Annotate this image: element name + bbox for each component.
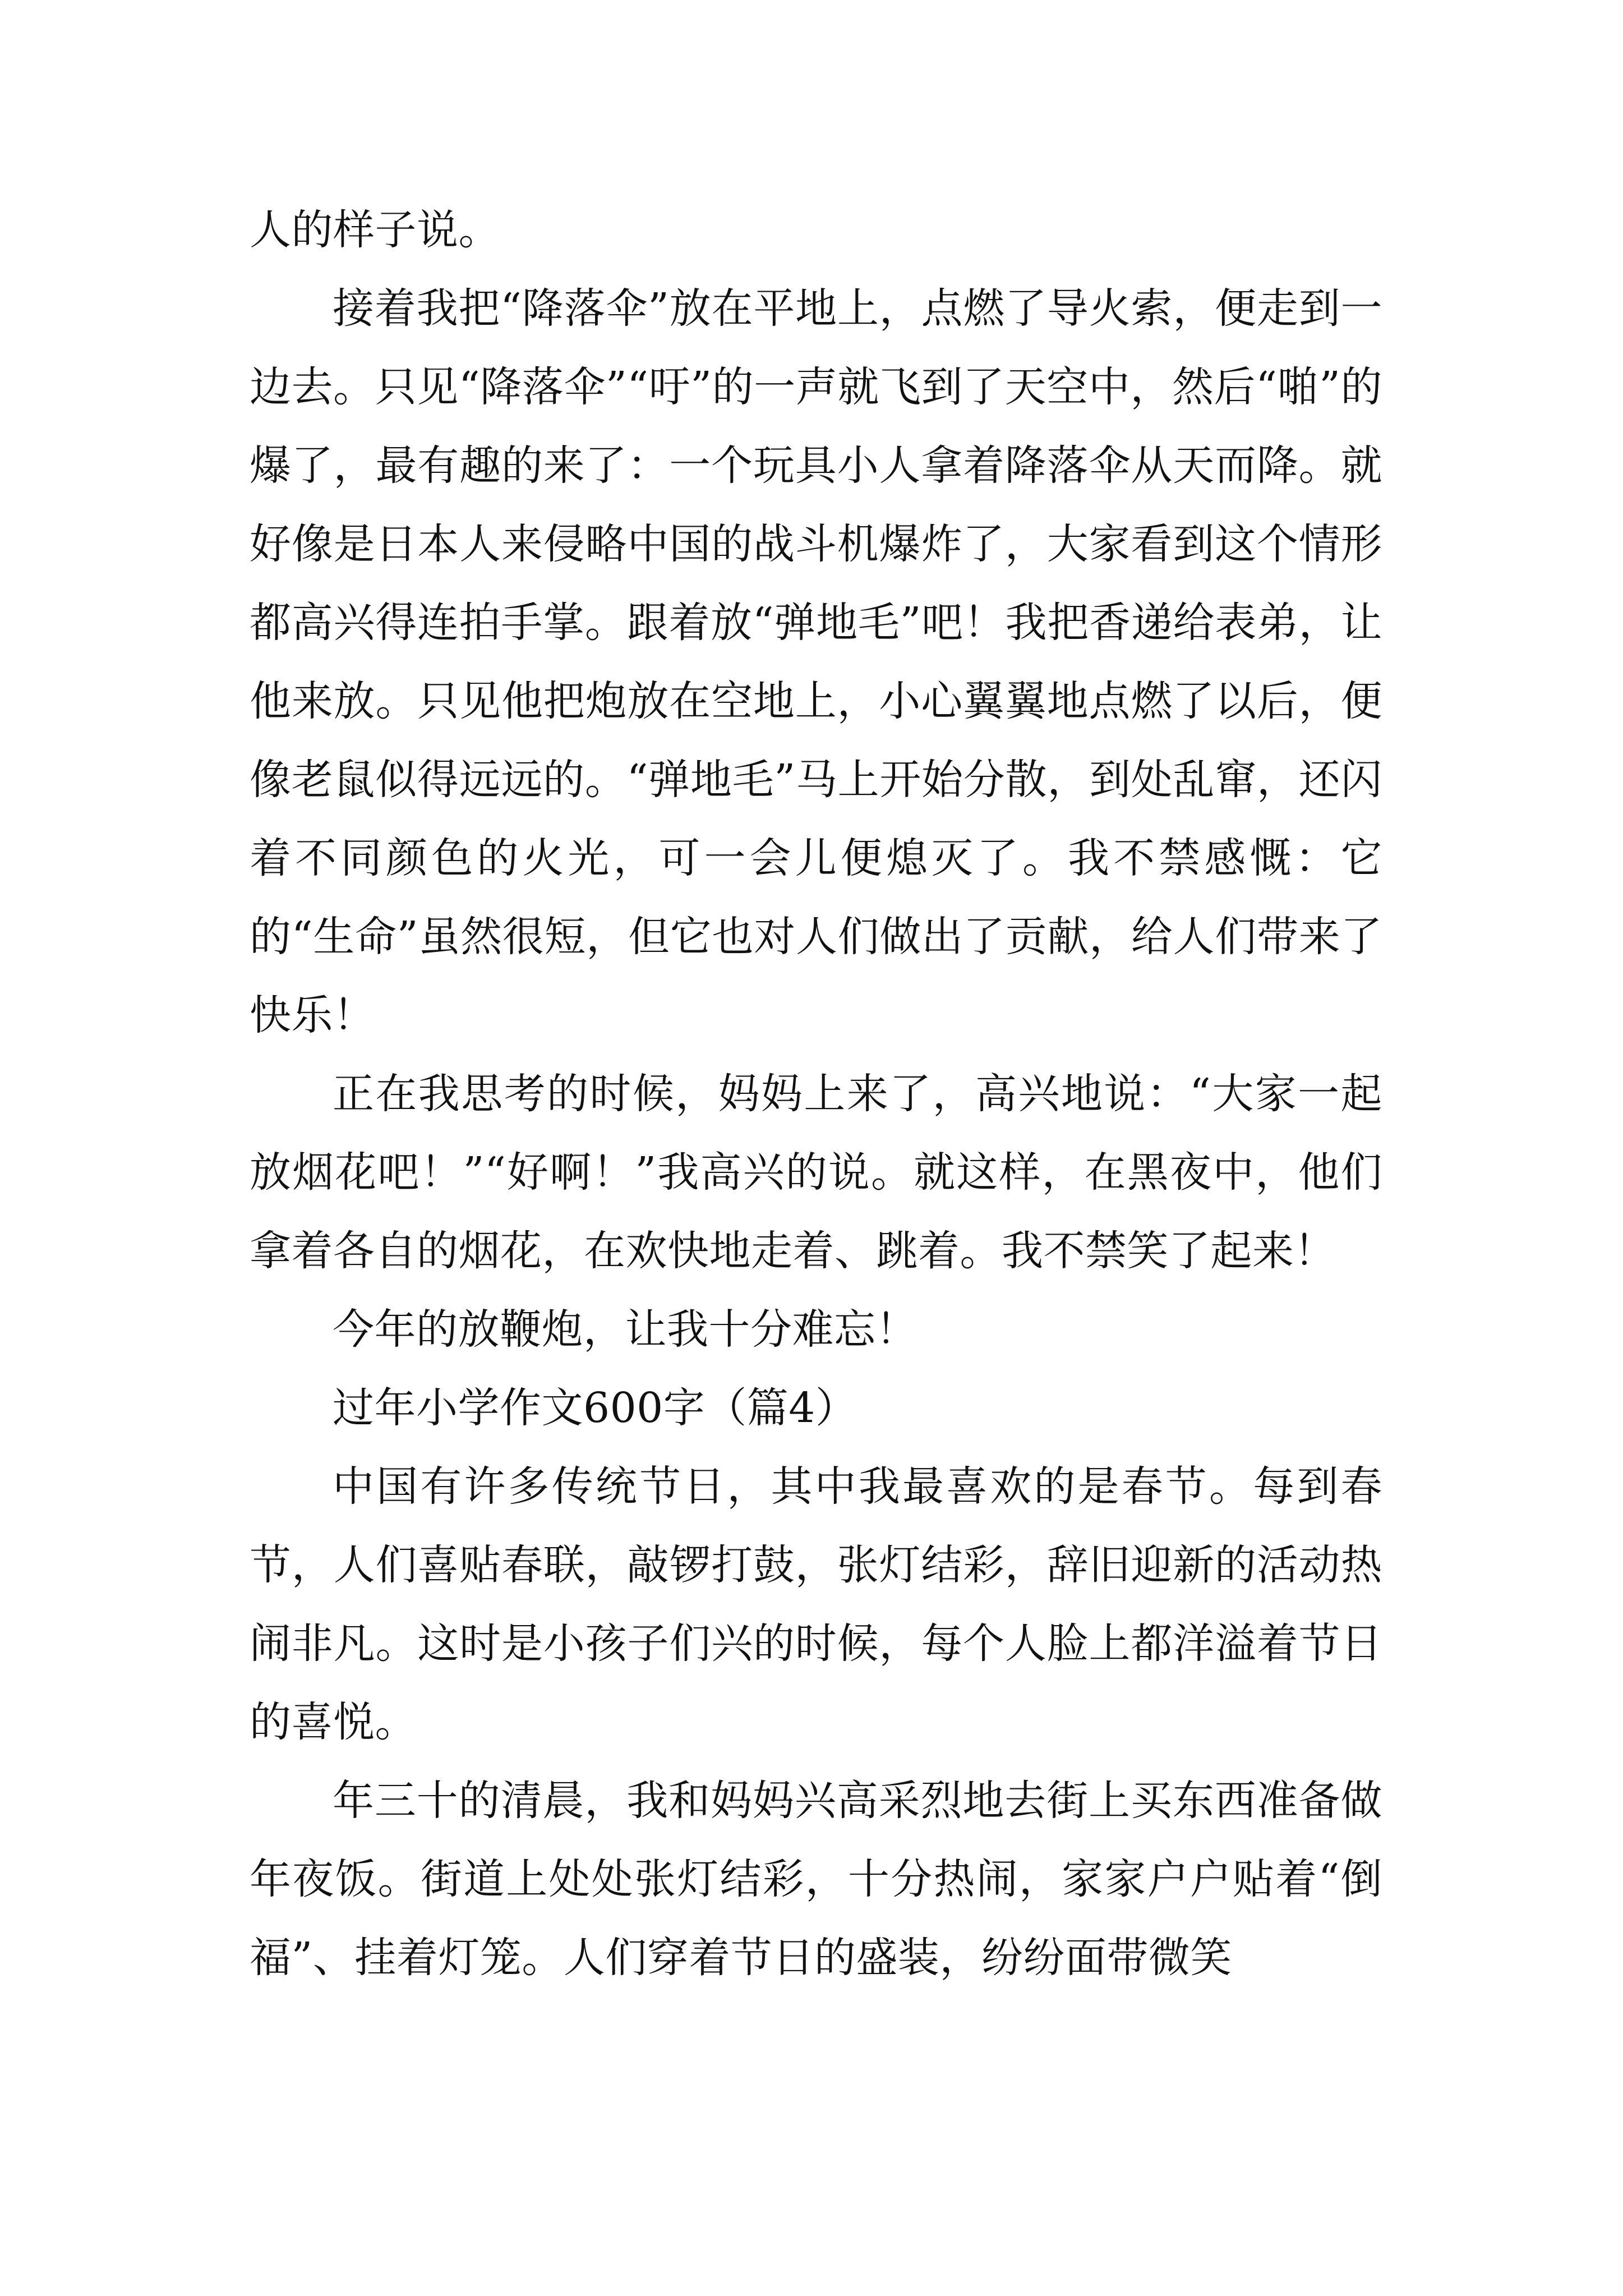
paragraph-spring-festival: 中国有许多传统节日，其中我最喜欢的是春节。每到春节，人们喜贴春联，敲锣打鼓，张灯结彩，辞旧迎新的活动热闹非凡。这时是小孩子们兴的时候，每个人脸上都洋溢着节日的喜悦。	[250, 1462, 1382, 1746]
document-body	[250, 191, 1382, 1997]
paragraph-parachute-fireworks: 接着我把“降落伞”放在平地上，点燃了导火索，便走到一边去。只见“降落伞”“吁”的一声就飞到了天空中，然后“啪”的爆了，最有趣的来了：一个玩具小人拿着降落伞从天而降。就好像是日本人来侵略中国的战斗机爆炸了，大家看到这个情形都高兴得连拍手掌。跟着放“弹地毛”吧！我把香递给表弟，让他来放。只见他把炮放在空地上，小心翼翼地点燃了以后，便像老鼠似得远远的。“弹地毛”马上开始分散，到处乱窜，还闪着不同颜色的火光，可一会儿便熄灭了。我不禁感慨：它的“生命”虽然很短，但它也对人们做出了贡献，给人们带来了快乐！	[250, 284, 1382, 1039]
paragraph-mother-fireworks: 正在我思考的时候，妈妈上来了，高兴地说：“大家一起放烟花吧！”“好啊！”我高兴的说。就这样，在黑夜中，他们拿着各自的烟花，在欢快地走着、跳着。我不禁笑了起来！	[250, 1070, 1382, 1275]
paragraph-continuation: 人的样子说。	[250, 206, 500, 254]
paragraph-new-years-eve: 年三十的清晨，我和妈妈兴高采烈地去街上买东西准备做年夜饭。街道上处处张灯结彩，十分热闹，家家户户贴着“倒福”、挂着灯笼。人们穿着节日的盛装，纷纷面带微笑	[250, 1777, 1382, 1982]
section-heading: 过年小学作文600字（篇4）	[333, 1384, 857, 1432]
paragraph-unforgettable: 今年的放鞭炮，让我十分难忘！	[333, 1305, 917, 1354]
